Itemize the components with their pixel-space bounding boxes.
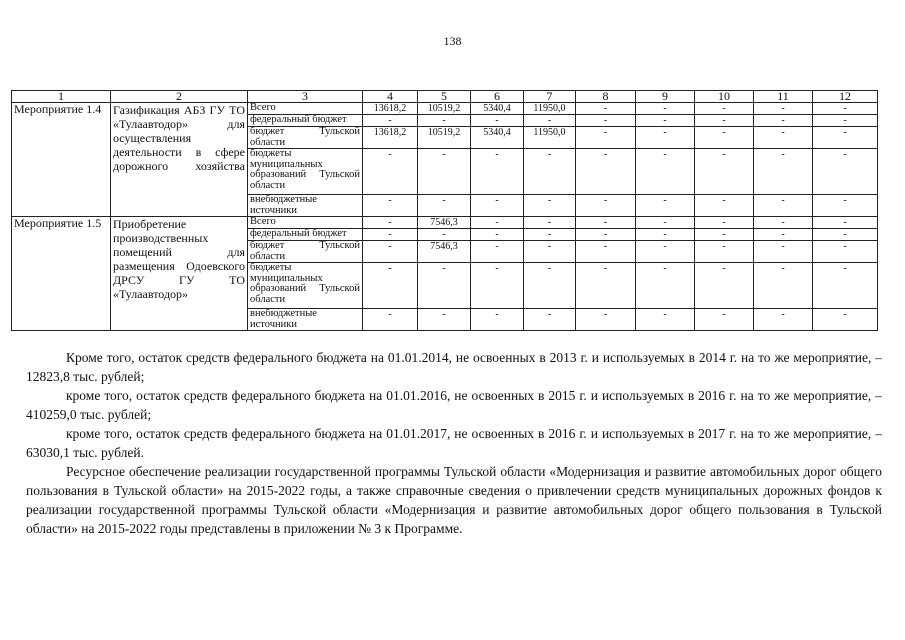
value-cell: - [576, 229, 636, 241]
value-cell: - [576, 195, 636, 217]
value-cell: - [471, 229, 524, 241]
value-cell: - [754, 217, 813, 229]
value-cell: - [363, 309, 418, 331]
value-cell: - [813, 195, 878, 217]
header-cell: 6 [471, 91, 524, 103]
value-cell: - [418, 263, 471, 309]
value-cell: - [695, 149, 754, 195]
value-cell: - [695, 229, 754, 241]
value-cell: - [524, 115, 576, 127]
table-row [12, 217, 878, 229]
value-cell: - [471, 241, 524, 263]
value-cell: - [636, 217, 695, 229]
value-cell: - [418, 115, 471, 127]
value-cell: - [524, 195, 576, 217]
measure-cell: Мероприятие 1.5 [12, 217, 111, 331]
table-header-row [12, 91, 878, 103]
funding-source-cell: внебюджетные источники [248, 309, 363, 331]
value-cell: - [695, 103, 754, 115]
value-cell: - [636, 127, 695, 149]
header-cell: 8 [576, 91, 636, 103]
value-cell: 11950,0 [524, 127, 576, 149]
value-cell: - [813, 229, 878, 241]
value-cell: - [636, 263, 695, 309]
value-cell: 7546,3 [418, 241, 471, 263]
value-cell: - [576, 241, 636, 263]
value-cell: - [363, 115, 418, 127]
value-cell: - [576, 149, 636, 195]
header-cell: 11 [754, 91, 813, 103]
funding-source-cell: Всего [248, 217, 363, 229]
paragraph: Ресурсное обеспечение реализации государственной программы Тульской области «Модернизация и развитие автомобильных дорог общего пользования в Тульской области» на 2015-2022 годы, а также справочные сведения о привлечении средств муниципальных дорожных фондов к реализации государственной программы Тульской области «Модернизация и развитие автомобильных дорог общего пользования в Тульской области» на 2015-2022 годы представлены в приложении № 3 к Программе. [26, 464, 882, 536]
value-cell: - [754, 241, 813, 263]
value-cell: - [576, 103, 636, 115]
value-cell: - [636, 309, 695, 331]
value-cell: 5340,4 [471, 127, 524, 149]
value-cell: 10519,2 [418, 127, 471, 149]
value-cell: - [471, 149, 524, 195]
value-cell: - [471, 115, 524, 127]
value-cell: - [754, 309, 813, 331]
value-cell: - [524, 309, 576, 331]
value-cell: - [813, 115, 878, 127]
value-cell: - [471, 309, 524, 331]
value-cell: - [754, 263, 813, 309]
table-row [12, 103, 878, 115]
value-cell: - [754, 149, 813, 195]
paragraph: кроме того, остаток средств федерального бюджета на 01.01.2017, не освоенных в 2016 г. и используемых в 2017 г. на то же мероприятие, – 63030,1 тыс. рублей. [26, 426, 882, 460]
funding-source-cell: бюджет Тульской области [248, 241, 363, 263]
value-cell: - [418, 229, 471, 241]
value-cell: - [754, 229, 813, 241]
paragraph: Кроме того, остаток средств федерального бюджета на 01.01.2014, не освоенных в 2013 г. и используемых в 2014 г. на то же мероприятие, – 12823,8 тыс. рублей; [26, 350, 882, 384]
header-cell: 12 [813, 91, 878, 103]
funding-source-cell: Всего [248, 103, 363, 115]
description-cell: Приобретение производственных помещений для размещения Одоевского ДРСУ ГУ ТО «Тулаавтодор» [111, 217, 248, 331]
value-cell: 13618,2 [363, 103, 418, 115]
header-cell: 4 [363, 91, 418, 103]
value-cell: - [754, 103, 813, 115]
value-cell: - [363, 149, 418, 195]
value-cell: - [576, 263, 636, 309]
value-cell: - [524, 149, 576, 195]
value-cell: - [636, 149, 695, 195]
value-cell: 11950,0 [524, 103, 576, 115]
budget-table [11, 90, 878, 331]
value-cell: - [418, 195, 471, 217]
value-cell: - [636, 115, 695, 127]
value-cell: - [524, 229, 576, 241]
value-cell: - [695, 115, 754, 127]
value-cell: - [813, 217, 878, 229]
value-cell: - [695, 195, 754, 217]
value-cell: - [471, 195, 524, 217]
body-text [26, 348, 882, 538]
value-cell: - [524, 217, 576, 229]
value-cell: 5340,4 [471, 103, 524, 115]
value-cell: - [576, 127, 636, 149]
value-cell: - [363, 241, 418, 263]
value-cell: - [524, 263, 576, 309]
value-cell: - [813, 149, 878, 195]
value-cell: - [695, 217, 754, 229]
value-cell: - [813, 309, 878, 331]
funding-source-cell: бюджет Тульской области [248, 127, 363, 149]
value-cell: - [471, 263, 524, 309]
funding-source-cell: бюджеты муниципальных образований Тульской области [248, 263, 363, 309]
description-cell: Газификация АБЗ ГУ ТО «Тулаавтодор» для осуществления деятельности в сфере дорожного хозяйства [111, 103, 248, 217]
header-cell: 9 [636, 91, 695, 103]
value-cell: - [754, 127, 813, 149]
value-cell: - [695, 309, 754, 331]
value-cell: - [813, 263, 878, 309]
funding-source-cell: бюджеты муниципальных образований Тульской области [248, 149, 363, 195]
value-cell: - [695, 241, 754, 263]
value-cell: - [418, 149, 471, 195]
value-cell: - [813, 241, 878, 263]
value-cell: - [524, 241, 576, 263]
header-cell: 10 [695, 91, 754, 103]
value-cell: - [363, 217, 418, 229]
value-cell: - [695, 127, 754, 149]
value-cell: - [636, 103, 695, 115]
value-cell: - [695, 263, 754, 309]
value-cell: - [636, 241, 695, 263]
page-number: 138 [443, 34, 462, 48]
value-cell: - [636, 195, 695, 217]
value-cell: - [576, 115, 636, 127]
funding-source-cell: федеральный бюджет [248, 229, 363, 241]
measure-cell: Мероприятие 1.4 [12, 103, 111, 217]
value-cell: - [363, 195, 418, 217]
header-cell: 2 [111, 91, 248, 103]
value-cell: - [471, 217, 524, 229]
value-cell: - [418, 309, 471, 331]
paragraph: кроме того, остаток средств федерального бюджета на 01.01.2016, не освоенных в 2015 г. и используемых в 2016 г. на то же мероприятие, – 410259,0 тыс. рублей; [26, 388, 882, 422]
value-cell: - [576, 217, 636, 229]
value-cell: - [754, 115, 813, 127]
value-cell: - [636, 229, 695, 241]
funding-source-cell: федеральный бюджет [248, 115, 363, 127]
value-cell: 10519,2 [418, 103, 471, 115]
value-cell: - [813, 127, 878, 149]
header-cell: 3 [248, 91, 363, 103]
header-cell: 7 [524, 91, 576, 103]
value-cell: - [813, 103, 878, 115]
value-cell: - [576, 309, 636, 331]
header-cell: 5 [418, 91, 471, 103]
value-cell: 13618,2 [363, 127, 418, 149]
funding-source-cell: внебюджетные источники [248, 195, 363, 217]
value-cell: - [363, 263, 418, 309]
value-cell: 7546,3 [418, 217, 471, 229]
value-cell: - [754, 195, 813, 217]
header-cell: 1 [12, 91, 111, 103]
value-cell: - [363, 229, 418, 241]
